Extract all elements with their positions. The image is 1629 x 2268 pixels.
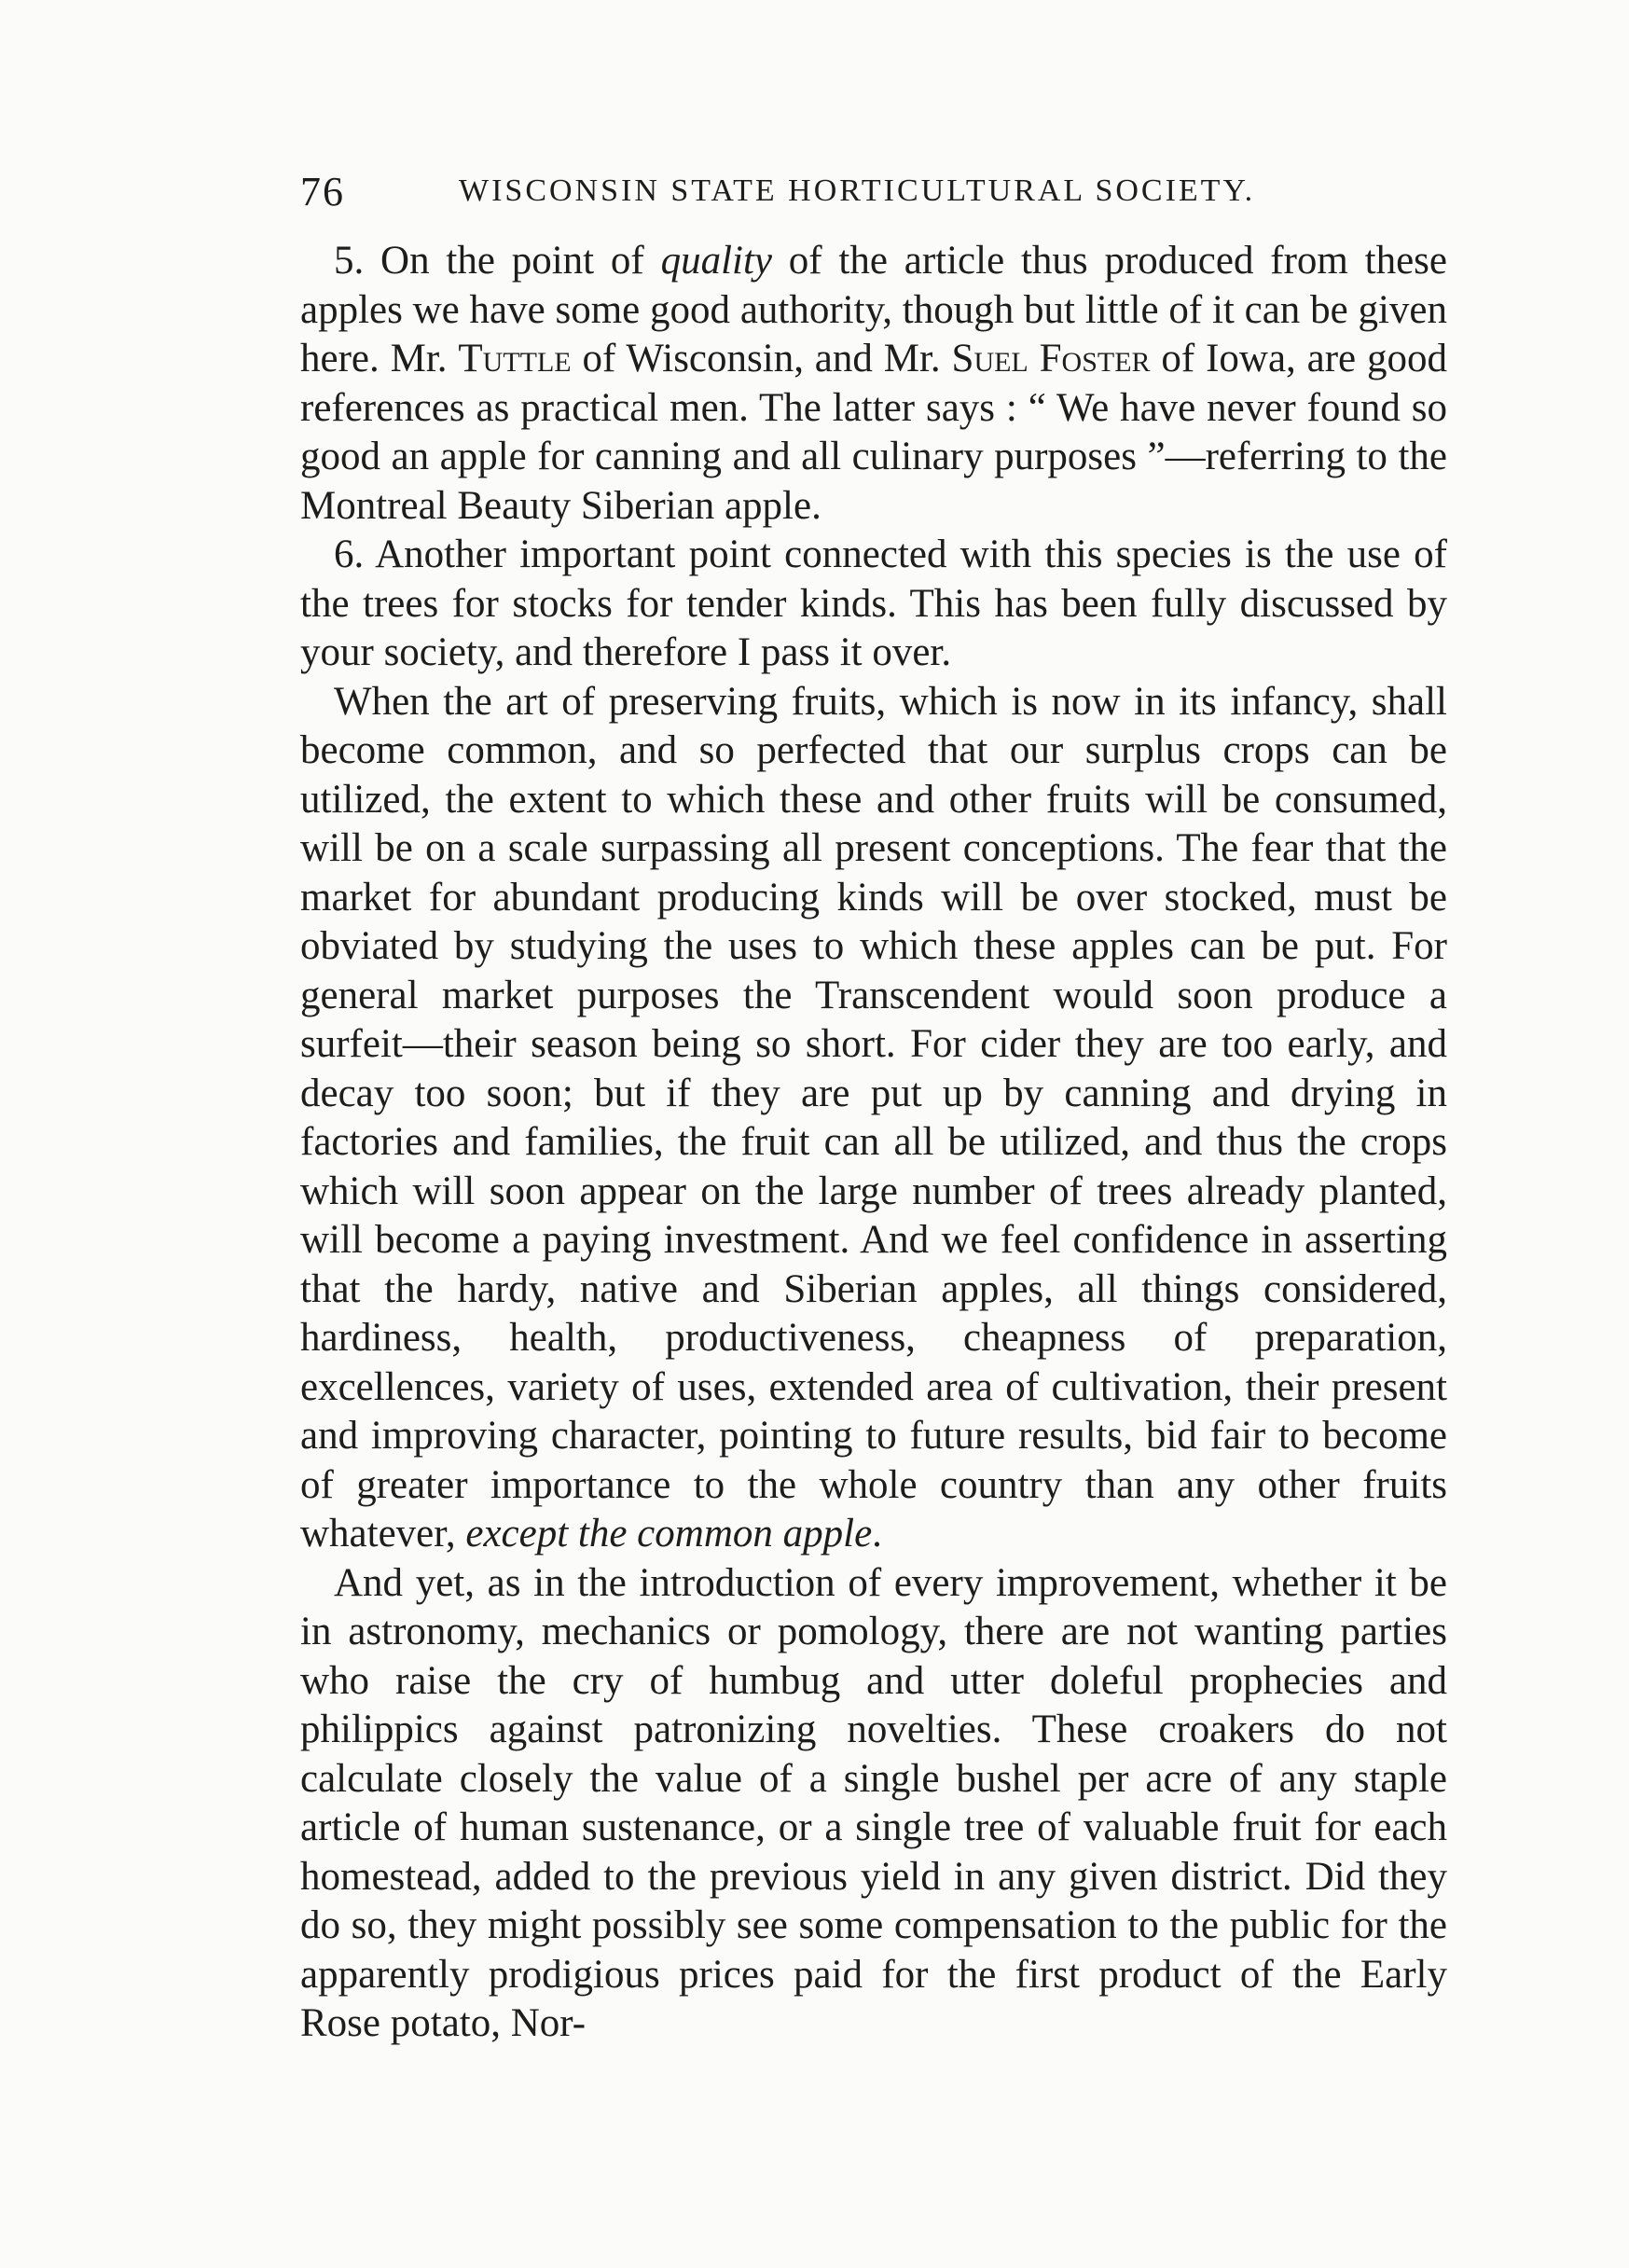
paragraph-preserving <box>300 678 1447 1559</box>
paragraph-5-part-e: of Wisconsin, and Mr. <box>571 337 952 380</box>
name-tuttle: Tuttle <box>458 337 572 380</box>
paragraph-5-part-g: of Iowa, are good references as practical men. The latter says : “ We have never found so good an apple for canning and all culinary purposes ”—referring to the Montreal Beauty Siberian apple. <box>300 337 1447 528</box>
paragraph-6: 6. Another important point connected with this species is the use of the trees for stocks for tender kinds. This has been fully discussed by your society, and therefore I pass it over. <box>300 532 1447 674</box>
quality-italic: quality <box>660 239 772 283</box>
paragraph-5-part-c: of the article thus produced from these apples we have some good authority, though but little of it can be given here. Mr. <box>300 239 1447 380</box>
body-text <box>300 237 1447 2049</box>
paragraph-5 <box>300 237 1447 531</box>
paragraph-preserving-tail: . <box>872 1512 882 1556</box>
name-suel-foster: Suel Foster <box>951 337 1151 380</box>
page-header <box>300 140 1447 224</box>
paragraph-5-part-a: 5. On the point of <box>334 239 661 283</box>
page-number: 76 <box>300 169 345 214</box>
document-page <box>300 140 1447 2049</box>
except-common-apple-italic: except the common apple <box>465 1512 873 1556</box>
paragraph-preserving-text: When the art of preserving fruits, which is now in its infancy, shall become common, and so perfected that our surplus crops can be utilized, the extent to which these and other fruits will be consumed, will be on a scale surpassing all present conceptions. The fear that the market for abundant producing kinds will be over stocked, must be obviated by studying the uses to which these apples can be put. For general market purposes the Transcendent would soon produce a surfeit—their season being so short. For cider they are too early, and decay too soon; but if they are put up by canning and drying in factories and families, the fruit can all be utilized, and thus the crops which will soon appear on the large number of trees already planted, will become a paying investment. And we feel confidence in asserting that the hardy, native and Siberian apples, all things considered, hardiness, health, productiveness, cheapness of preparation, excellences, variety of uses, extended area of cultivation, their present and improving character, pointing to future results, bid fair to become of greater importance to the whole country than any other fruits whatever, <box>300 679 1447 1556</box>
paragraph-and-yet: And yet, as in the introduction of every improvement, whether it be in astronomy, mechanics or pomology, there are not wanting parties who raise the cry of humbug and utter doleful prophecies and philippics against patronizing novelties. These croakers do not calculate closely the value of a single bushel per acre of any staple article of human sustenance, or a single tree of valuable fruit for each homestead, added to the previous yield in any given district. Did they do so, they might possibly see some compensation to the public for the apparently prodigious prices paid for the first product of the Early Rose potato, Nor- <box>300 1560 1447 2045</box>
running-title: WISCONSIN STATE HORTICULTURAL SOCIETY. <box>459 173 1256 208</box>
